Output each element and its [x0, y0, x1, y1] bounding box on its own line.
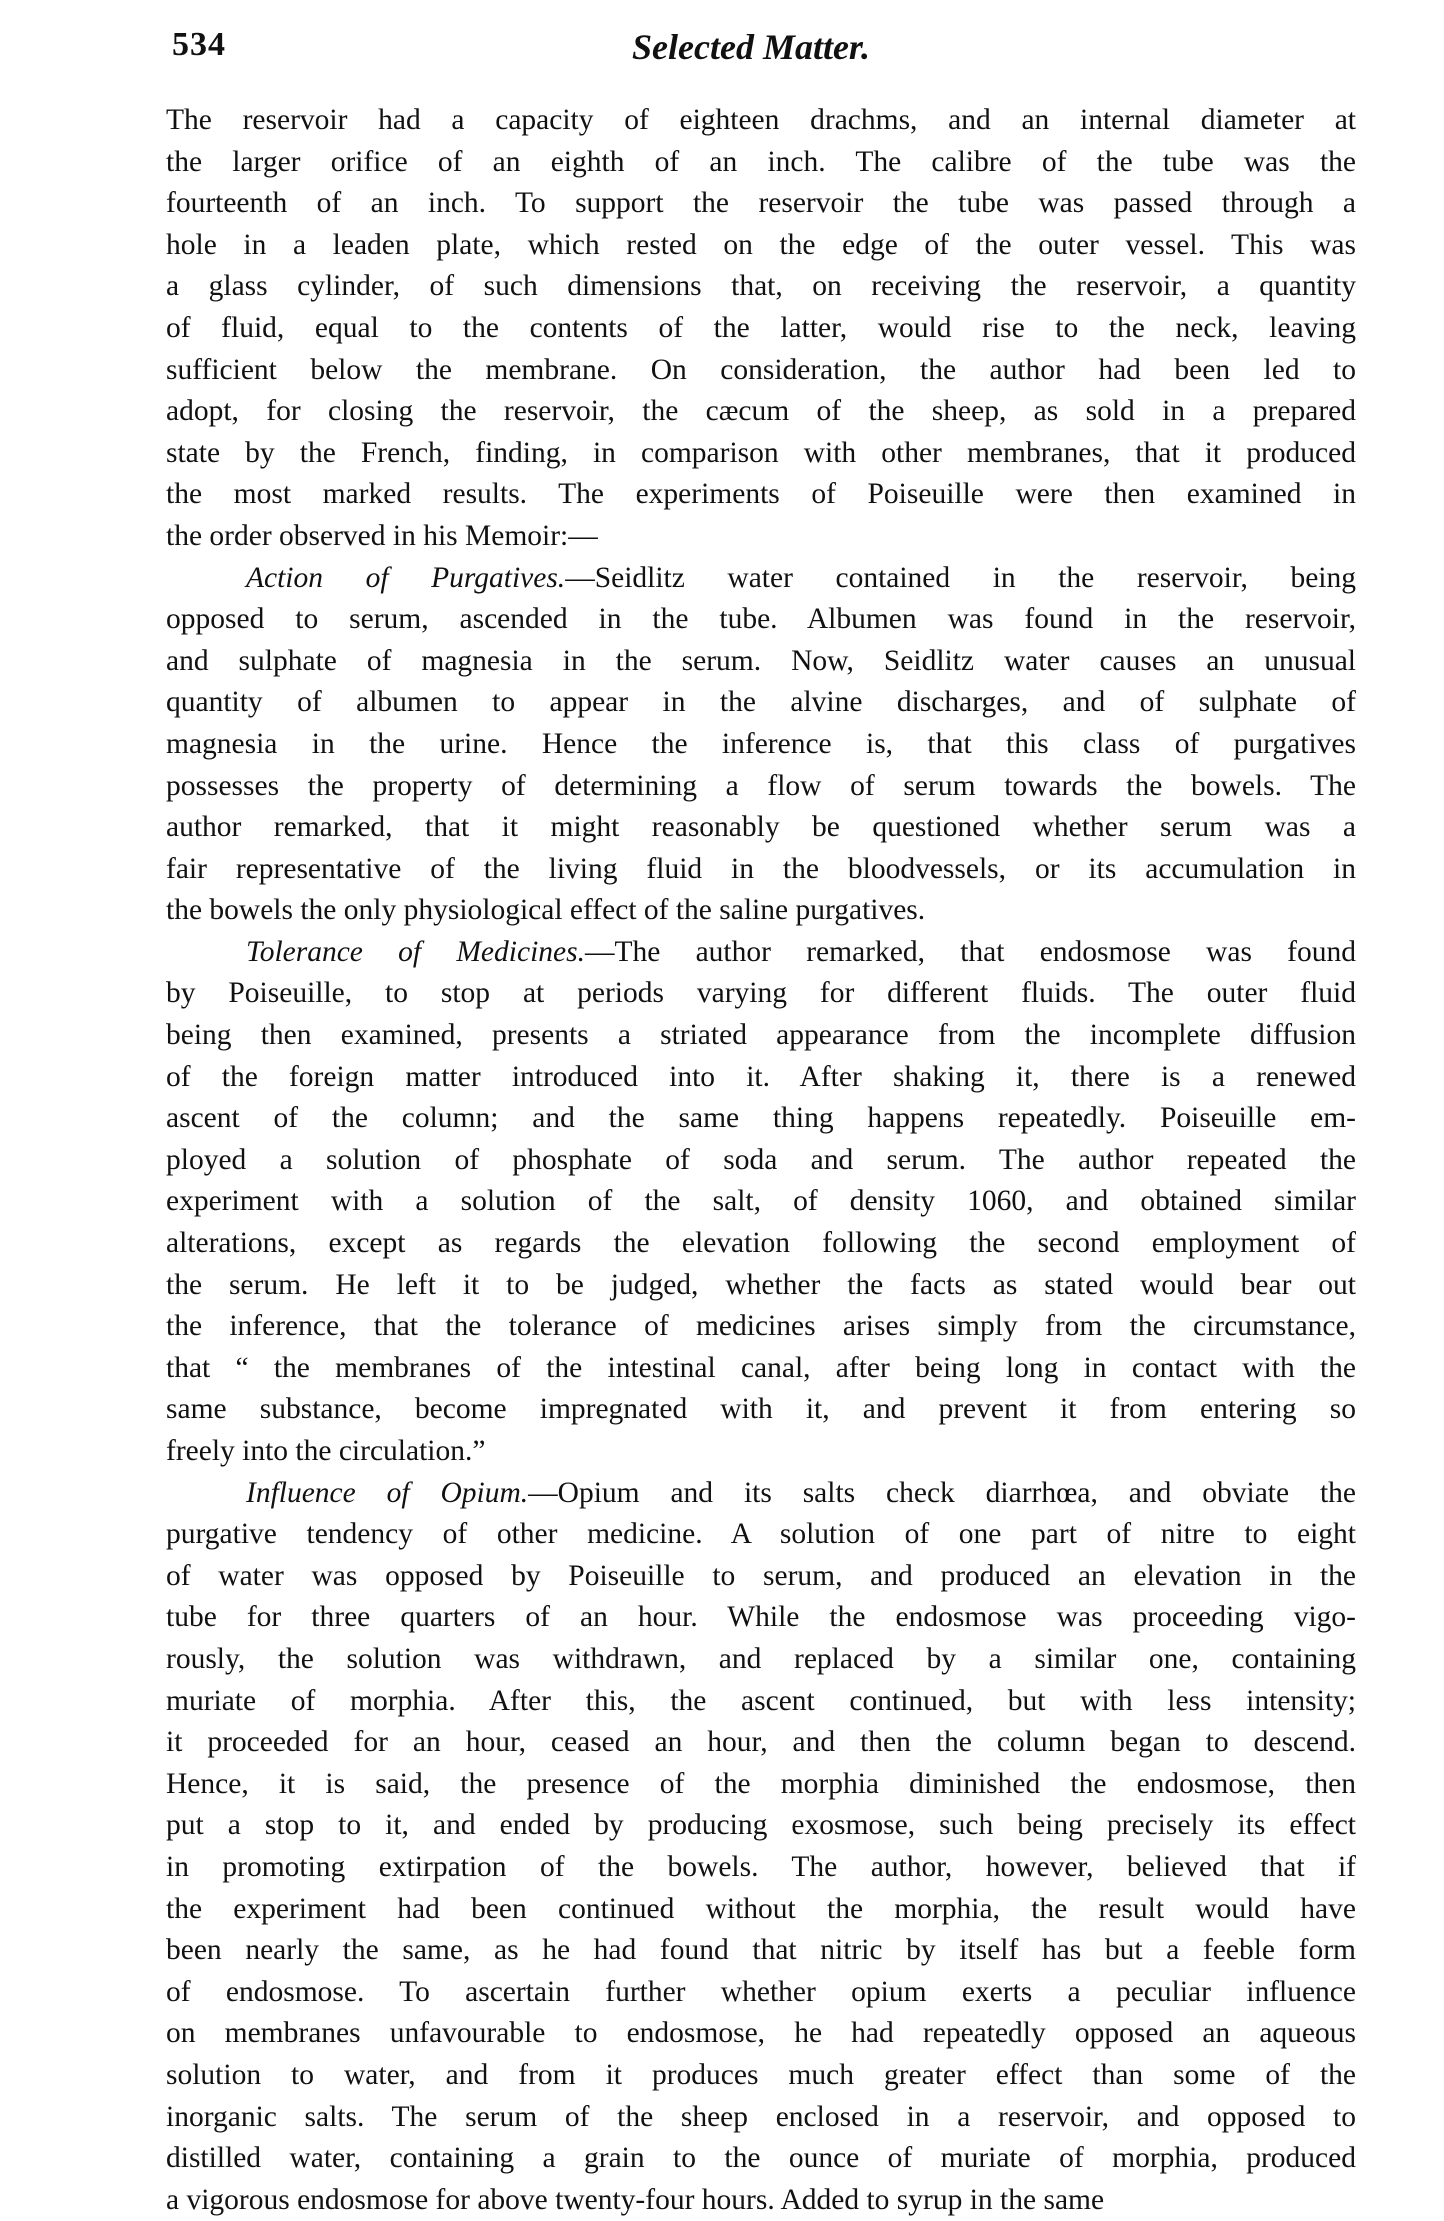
- text-line: the most marked results. The experiments of Poiseuille were then examined in: [166, 478, 1356, 511]
- section-topic: Tolerance of Medicines.: [246, 935, 585, 968]
- text-line: of the foreign matter introduced into it. After shaking it, there is a renewed: [166, 1060, 1356, 1093]
- text-line: in promoting extirpation of the bowels. The author, however, believed that if: [166, 1850, 1356, 1883]
- text-line: rously, the solution was withdrawn, and replaced by a similar one, containing: [166, 1642, 1356, 1675]
- line-text: —The author remarked, that endosmose was found: [584, 935, 1356, 968]
- text-line: the order observed in his Memoir:—: [166, 519, 598, 552]
- text-line: been nearly the same, as he had found that nitric by itself has but a feeble form: [166, 1934, 1356, 1967]
- text-line: quantity of albumen to appear in the alvine discharges, and of sulphate of: [166, 686, 1356, 719]
- text-line: inorganic salts. The serum of the sheep enclosed in a reservoir, and opposed to: [166, 2100, 1356, 2133]
- text-line: author remarked, that it might reasonably be questioned whether serum was a: [166, 811, 1356, 844]
- text-line: state by the French, finding, in comparison with other membranes, that it produced: [166, 436, 1356, 469]
- text-line: the larger orifice of an eighth of an inch. The calibre of the tube was the: [166, 145, 1356, 178]
- text-line: the serum. He left it to be judged, whether the facts as stated would bear out: [166, 1268, 1356, 1301]
- text-line: [166, 1473, 1356, 1515]
- text-line: [166, 932, 1356, 974]
- text-line: the inference, that the tolerance of medicines arises simply from the circumstance,: [166, 1310, 1356, 1343]
- text-line: the bowels the only physiological effect of the saline purgatives.: [166, 894, 926, 927]
- paragraph: [166, 1473, 1356, 2221]
- text-line: put a stop to it, and ended by producing exosmose, such being precisely its effect: [166, 1809, 1356, 1842]
- text-line: adopt, for closing the reservoir, the cæcum of the sheep, as sold in a prepared: [166, 395, 1356, 428]
- section-topic: Action of Purgatives.: [246, 561, 566, 594]
- text-line: it proceeded for an hour, ceased an hour, and then the column began to descend.: [166, 1726, 1356, 1759]
- section-topic: Influence of Opium.: [246, 1476, 529, 1509]
- text-line: Hence, it is said, the presence of the morphia diminished the endosmose, then: [166, 1767, 1356, 1800]
- text-line: The reservoir had a capacity of eighteen drachms, and an internal diameter at: [166, 104, 1356, 136]
- text-line: fair representative of the living fluid in the bloodvessels, or its accumulation in: [166, 852, 1356, 885]
- running-head: Selected Matter.: [632, 27, 870, 67]
- page-number: 534: [172, 26, 226, 63]
- text-line: of fluid, equal to the contents of the latter, would rise to the neck, leaving: [166, 311, 1356, 344]
- text-line: freely into the circulation.”: [166, 1435, 486, 1467]
- line-text: —Seidlitz water contained in the reservoir, being: [565, 561, 1356, 594]
- text-line: purgative tendency of other medicine. A solution of one part of nitre to eight: [166, 1518, 1356, 1551]
- text-line: and sulphate of magnesia in the serum. Now, Seidlitz water causes an unusual: [166, 644, 1356, 677]
- text-line: of water was opposed by Poiseuille to serum, and produced an elevation in the: [166, 1559, 1356, 1592]
- page-header: [172, 26, 1352, 76]
- text-line: the experiment had been continued without the morphia, the result would have: [166, 1892, 1356, 1925]
- text-line: hole in a leaden plate, which rested on the edge of the outer vessel. This was: [166, 228, 1356, 261]
- text-line: experiment with a solution of the salt, of density 1060, and obtained similar: [166, 1185, 1356, 1218]
- text-line: on membranes unfavourable to endosmose, he had repeatedly opposed an aqueous: [166, 2017, 1356, 2050]
- text-line: distilled water, containing a grain to the ounce of muriate of morphia, produced: [166, 2142, 1356, 2175]
- text-line: [166, 558, 1356, 600]
- text-line: ascent of the column; and the same thing happens repeatedly. Poiseuille em-: [166, 1102, 1356, 1135]
- paragraph: [166, 932, 1356, 1473]
- text-line: of endosmose. To ascertain further whether opium exerts a peculiar influence: [166, 1975, 1356, 2008]
- text-line: solution to water, and from it produces much greater effect than some of the: [166, 2058, 1356, 2091]
- text-line: a glass cylinder, of such dimensions that, on receiving the reservoir, a quantity: [166, 270, 1356, 303]
- line-text: —Opium and its salts check diarrhœa, and obviate the: [528, 1476, 1357, 1509]
- text-line: same substance, become impregnated with it, and prevent it from entering so: [166, 1393, 1356, 1426]
- text-line: fourteenth of an inch. To support the reservoir the tube was passed through a: [166, 187, 1356, 220]
- text-line: muriate of morphia. After this, the ascent continued, but with less intensity;: [166, 1684, 1356, 1717]
- text-line: by Poiseuille, to stop at periods varying for different fluids. The outer fluid: [166, 977, 1356, 1010]
- text-line: ployed a solution of phosphate of soda and serum. The author repeated the: [166, 1143, 1356, 1176]
- text-line: being then examined, presents a striated appearance from the incomplete diffusion: [166, 1019, 1356, 1052]
- text-line: a vigorous endosmose for above twenty-four hours. Added to syrup in the same: [166, 2183, 1105, 2216]
- text-line: sufficient below the membrane. On consideration, the author had been led to: [166, 353, 1356, 386]
- text-line: opposed to serum, ascended in the tube. Albumen was found in the reservoir,: [166, 603, 1356, 636]
- paragraph: [166, 558, 1356, 932]
- text-line: tube for three quarters of an hour. While the endosmose was proceeding vigo-: [166, 1601, 1356, 1634]
- body-text: [166, 100, 1356, 2221]
- text-line: that “ the membranes of the intestinal canal, after being long in contact with the: [166, 1351, 1356, 1384]
- text-line: magnesia in the urine. Hence the inference is, that this class of purgatives: [166, 727, 1356, 760]
- paragraph: [166, 100, 1356, 558]
- text-line: alterations, except as regards the elevation following the second employment of: [166, 1227, 1356, 1260]
- text-line: possesses the property of determining a flow of serum towards the bowels. The: [166, 769, 1356, 802]
